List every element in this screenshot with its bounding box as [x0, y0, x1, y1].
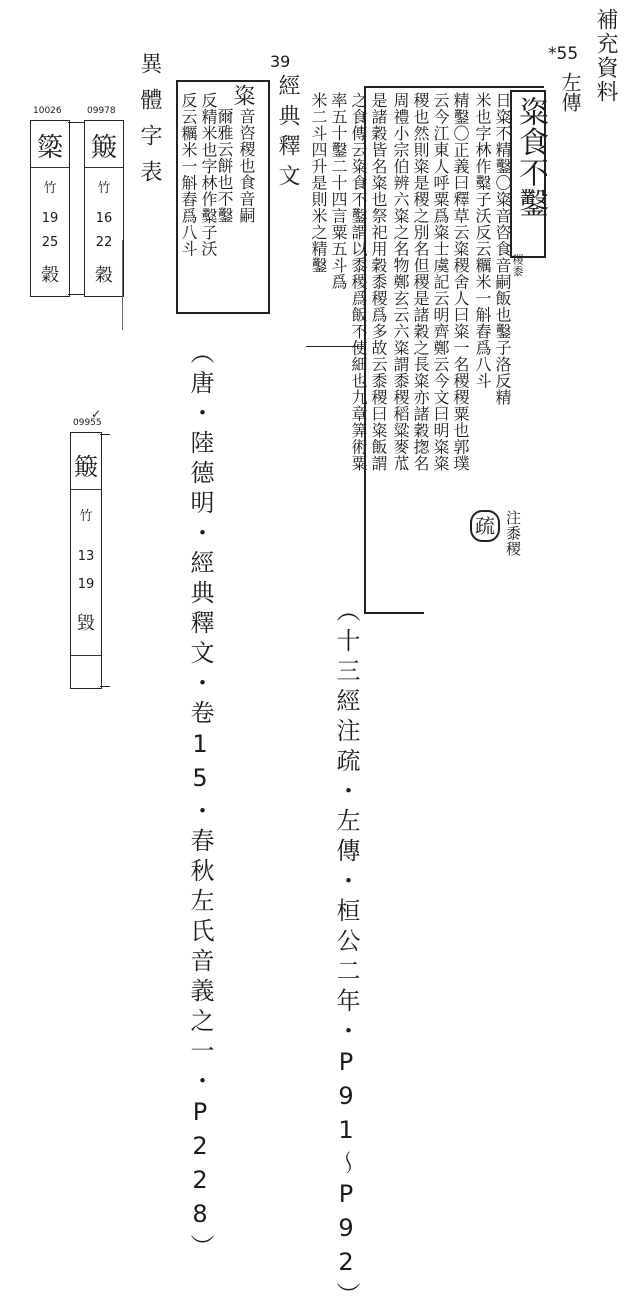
shu-mark: 疏: [470, 510, 500, 542]
right-col-2: 米也字林作糳子沃反云糲米一斛舂爲八斗: [473, 92, 492, 389]
card-id: 10026: [33, 106, 62, 116]
right-headword: 粢食不鑿: [513, 96, 548, 218]
variant-card-09978: [84, 106, 124, 297]
right-col-3: 精鑿〇正義曰釋草云粢稷舍人曰粢一名稷稷粟也郭璞: [451, 92, 470, 472]
page-title: 補充資料: [593, 8, 618, 104]
card-id: 09955: [73, 418, 102, 428]
right-citation: （十三經注疏・左傳・桓公二年・P91～P92）: [332, 598, 360, 1312]
card-radical: 竹: [97, 181, 111, 196]
left-col-2: 爾雅云餅也不鑿: [215, 108, 234, 224]
card-radical: 竹: [43, 181, 57, 196]
left-entry-head: 粢: [230, 84, 255, 107]
variant-card-10026: [30, 106, 70, 297]
right-col-7: 是諸穀皆名粢也祭祀用穀黍稷爲多故云黍稷曰粢飯謂: [369, 92, 388, 472]
right-col-5: 稷也然則粢是稷之別名但稷是諸穀之長粢亦諸穀揔名: [411, 92, 430, 472]
source-label: 經典釋文: [275, 74, 300, 194]
right-note-top: 稷黍: [511, 254, 524, 277]
source-label-number: 39: [270, 52, 291, 71]
right-col-10: 米二斗四升是則米之精鑿: [309, 92, 328, 274]
variant-table-title: 異體字表: [137, 52, 162, 196]
right-note-mid: 注黍稷: [504, 510, 522, 557]
card-stroke-1: 13: [77, 549, 95, 564]
right-col-1: 日粢不精鑿〇粢音咨食音嗣飯也鑿子洛反精: [493, 92, 512, 406]
card-glyph: 簸: [90, 133, 117, 163]
right-col-6: 周禮小宗伯辨六粢之名物鄭玄云六粢謂黍稷稻粱麥苽: [391, 92, 410, 472]
right-col-4: 云今江東人呼粟爲粢士虞記云明齊鄭云今文曰明粢粢: [431, 92, 450, 472]
card-stroke-2: 19: [77, 577, 95, 592]
variant-card-09955: ✓ 09955 簸 竹 13 19 毀: [70, 432, 102, 689]
card-stroke-1: 19: [41, 211, 59, 226]
left-citation: （唐・陸德明・經典釋文・卷15・春秋左氏音義之一・P228）: [186, 340, 214, 1264]
card-stroke-1: 16: [95, 211, 113, 226]
right-col-8: 之食傳云粢食不鑿謂以黍稷爲飯不使細也九章筭術粟: [349, 92, 368, 472]
card-id: 09978: [87, 106, 116, 116]
card-variant: 糓: [41, 265, 59, 286]
card-glyph: 簗: [36, 133, 63, 163]
card-variant: 毀: [77, 613, 95, 634]
card-stroke-2: 25: [41, 235, 59, 250]
source-title: 左傳: [558, 72, 582, 112]
card-glyph: 簸: [74, 453, 98, 481]
card-stroke-2: 22: [95, 235, 113, 250]
right-col-9: 率五十鑿二十四言粟五斗爲: [329, 92, 348, 290]
left-col-3: 反精米也字林作糳子沃: [199, 92, 218, 257]
card-variant: 穀: [95, 265, 113, 286]
left-col-1: 音咨稷也食音嗣: [237, 108, 256, 224]
entry-number: *55: [548, 44, 579, 64]
left-col-4: 反云糲米一斛舂爲八斗: [179, 92, 198, 257]
card-radical: 竹: [79, 509, 93, 524]
